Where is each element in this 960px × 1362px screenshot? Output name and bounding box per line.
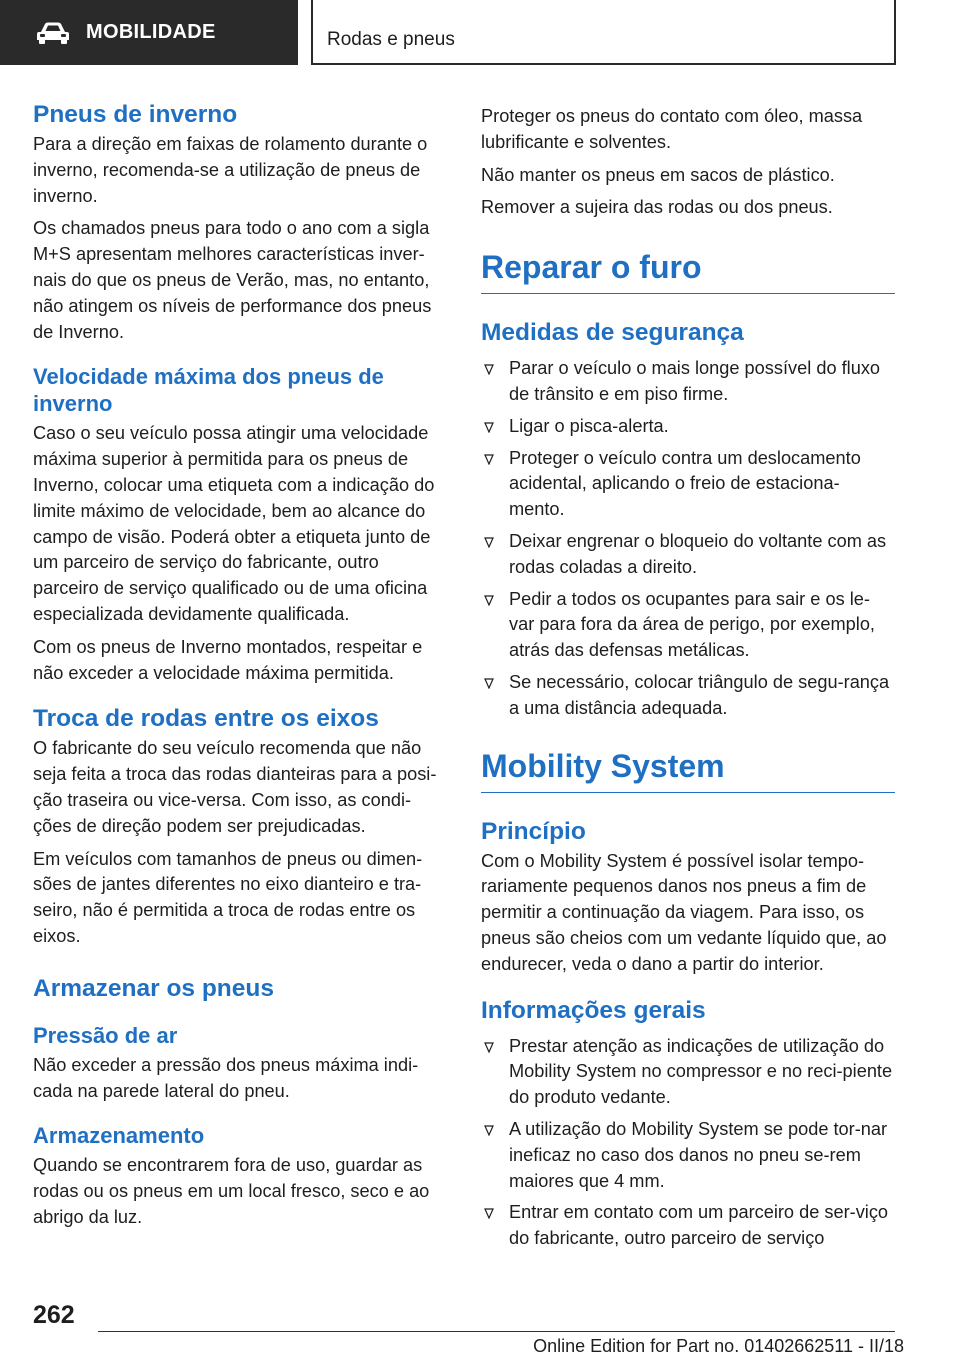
list-item: A utilização do Mobility System se pode tor‐nar ineficaz no caso dos danos no pneu se‐rem maiores que 4 mm. bbox=[481, 1117, 895, 1194]
chapter-title: Rodas e pneus bbox=[327, 29, 455, 50]
triangle-bullet-icon bbox=[484, 422, 494, 433]
left-column bbox=[33, 100, 448, 1238]
triangle-bullet-icon bbox=[484, 1125, 494, 1136]
paragraph: Em veículos com tamanhos de pneus ou dimen‐sões de jantes diferentes no eixo dianteiro e tra‐seiro, não é permitida a troca de rodas entre os eixos. bbox=[33, 848, 423, 946]
paragraph: Não exceder a pressão dos pneus máxima indi‐cada na parede lateral do pneu. bbox=[33, 1054, 419, 1101]
safety-list bbox=[481, 356, 895, 721]
paragraph: Com os pneus de Inverno montados, respeitar e não exceder a velocidade máxima permitida. bbox=[33, 636, 423, 683]
list-item: Entrar em contato com um parceiro de ser‐viço do fabricante, outro parceiro de serviço bbox=[481, 1200, 895, 1252]
paragraph: Para a direção em faixas de rolamento durante o inverno, recomenda-se a utilização de pneus de inverno. bbox=[33, 134, 428, 206]
right-column bbox=[481, 104, 895, 1258]
paragraph: O fabricante do seu veículo recomenda que não seja feita a troca das rodas dianteiras para a posi‐ção traseira ou vice-versa. Com isso, as condi‐ções de direção podem ser prejudicadas. bbox=[33, 738, 437, 836]
heading-principle: Princípio bbox=[481, 817, 586, 845]
list-item: Prestar atenção as indicações de utilização do Mobility System no compressor e no reci‐piente do produto vedante. bbox=[481, 1034, 895, 1111]
paragraph: Os chamados pneus para todo o ano com a sigla M+S apresentam melhores características inver‐nais do que os pneus de Verão, mas, no entanto, não atingem os níveis de performance dos pneus de Inverno. bbox=[33, 218, 432, 342]
list-item: Proteger o veículo contra um deslocamento acidental, aplicando o freio de estaciona‐mento. bbox=[481, 446, 895, 523]
list-item: Deixar engrenar o bloqueio do voltante com as rodas coladas a direito. bbox=[481, 529, 895, 581]
list-item: Pedir a todos os ocupantes para sair e os le‐var para fora da área de perigo, por exemplo, atrás das defensas metálicas. bbox=[481, 587, 895, 664]
triangle-bullet-icon bbox=[484, 1042, 494, 1053]
general-info-list bbox=[481, 1034, 895, 1252]
paragraph: Caso o seu veículo possa atingir uma velocidade máxima superior à permitida para os pneus de Inverno, colocar uma etiqueta com a indicação do limite máximo de velocidade, bem ao alcance do campo de visão. Poderá obter a etiqueta junto de um parceiro de serviço do fabricante, outro parceiro de serviço qualificado ou de uma oficina especializada devidamente qualificada. bbox=[33, 423, 435, 624]
chapter-header bbox=[311, 0, 896, 65]
list-item: Se necessário, colocar triângulo de segu‐rança a uma distância adequada. bbox=[481, 670, 895, 722]
list-item: Ligar o pisca-alerta. bbox=[481, 414, 895, 440]
heading-general-info: Informações gerais bbox=[481, 996, 706, 1024]
triangle-bullet-icon bbox=[484, 454, 494, 465]
car-icon bbox=[36, 21, 70, 45]
footer-divider bbox=[98, 1331, 895, 1332]
triangle-bullet-icon bbox=[484, 1208, 494, 1219]
heading-storage: Armazenamento bbox=[33, 1123, 205, 1149]
list-item: Parar o veículo o mais longe possível do fluxo de trânsito e em piso firme. bbox=[481, 356, 895, 408]
heading-repair-puncture: Reparar o furo bbox=[481, 247, 895, 294]
triangle-bullet-icon bbox=[484, 537, 494, 548]
triangle-bullet-icon bbox=[484, 595, 494, 606]
paragraph: Com o Mobility System é possível isolar tempo‐rariamente pequenos danos nos pneus a fim de permitir a continuação da viagem. Para isso, os pneus são cheios com um vedante líquido que, ao endurecer, veda o dano a partir do interior. bbox=[481, 850, 887, 974]
heading-mobility-system: Mobility System bbox=[481, 746, 895, 793]
triangle-bullet-icon bbox=[484, 678, 494, 689]
heading-max-speed: Velocidade máxima dos pneus de inverno bbox=[33, 364, 384, 417]
paragraph: Proteger os pneus do contato com óleo, massa lubrificante e solventes. bbox=[481, 106, 863, 152]
edition-text: Online Edition for Part no. 01402662511 - II/18 bbox=[533, 1336, 904, 1356]
heading-safety-measures: Medidas de segurança bbox=[481, 319, 744, 347]
heading-air-pressure: Pressão de ar bbox=[33, 1022, 178, 1048]
paragraph: Remover a sujeira das rodas ou dos pneus. bbox=[481, 197, 833, 218]
heading-store-tires: Armazenar os pneus bbox=[33, 974, 274, 1002]
page-number: 262 bbox=[33, 1301, 75, 1329]
heading-winter-tires: Pneus de inverno bbox=[33, 101, 238, 128]
heading-wheel-swap: Troca de rodas entre os eixos bbox=[33, 705, 379, 733]
triangle-bullet-icon bbox=[484, 364, 494, 375]
section-tab bbox=[0, 0, 298, 65]
section-label: MOBILIDADE bbox=[86, 21, 216, 43]
paragraph: Não manter os pneus em sacos de plástico. bbox=[481, 164, 835, 185]
paragraph: Quando se encontrarem fora de uso, guardar as rodas ou os pneus em um local fresco, seco e ao abrigo da luz. bbox=[33, 1155, 430, 1227]
